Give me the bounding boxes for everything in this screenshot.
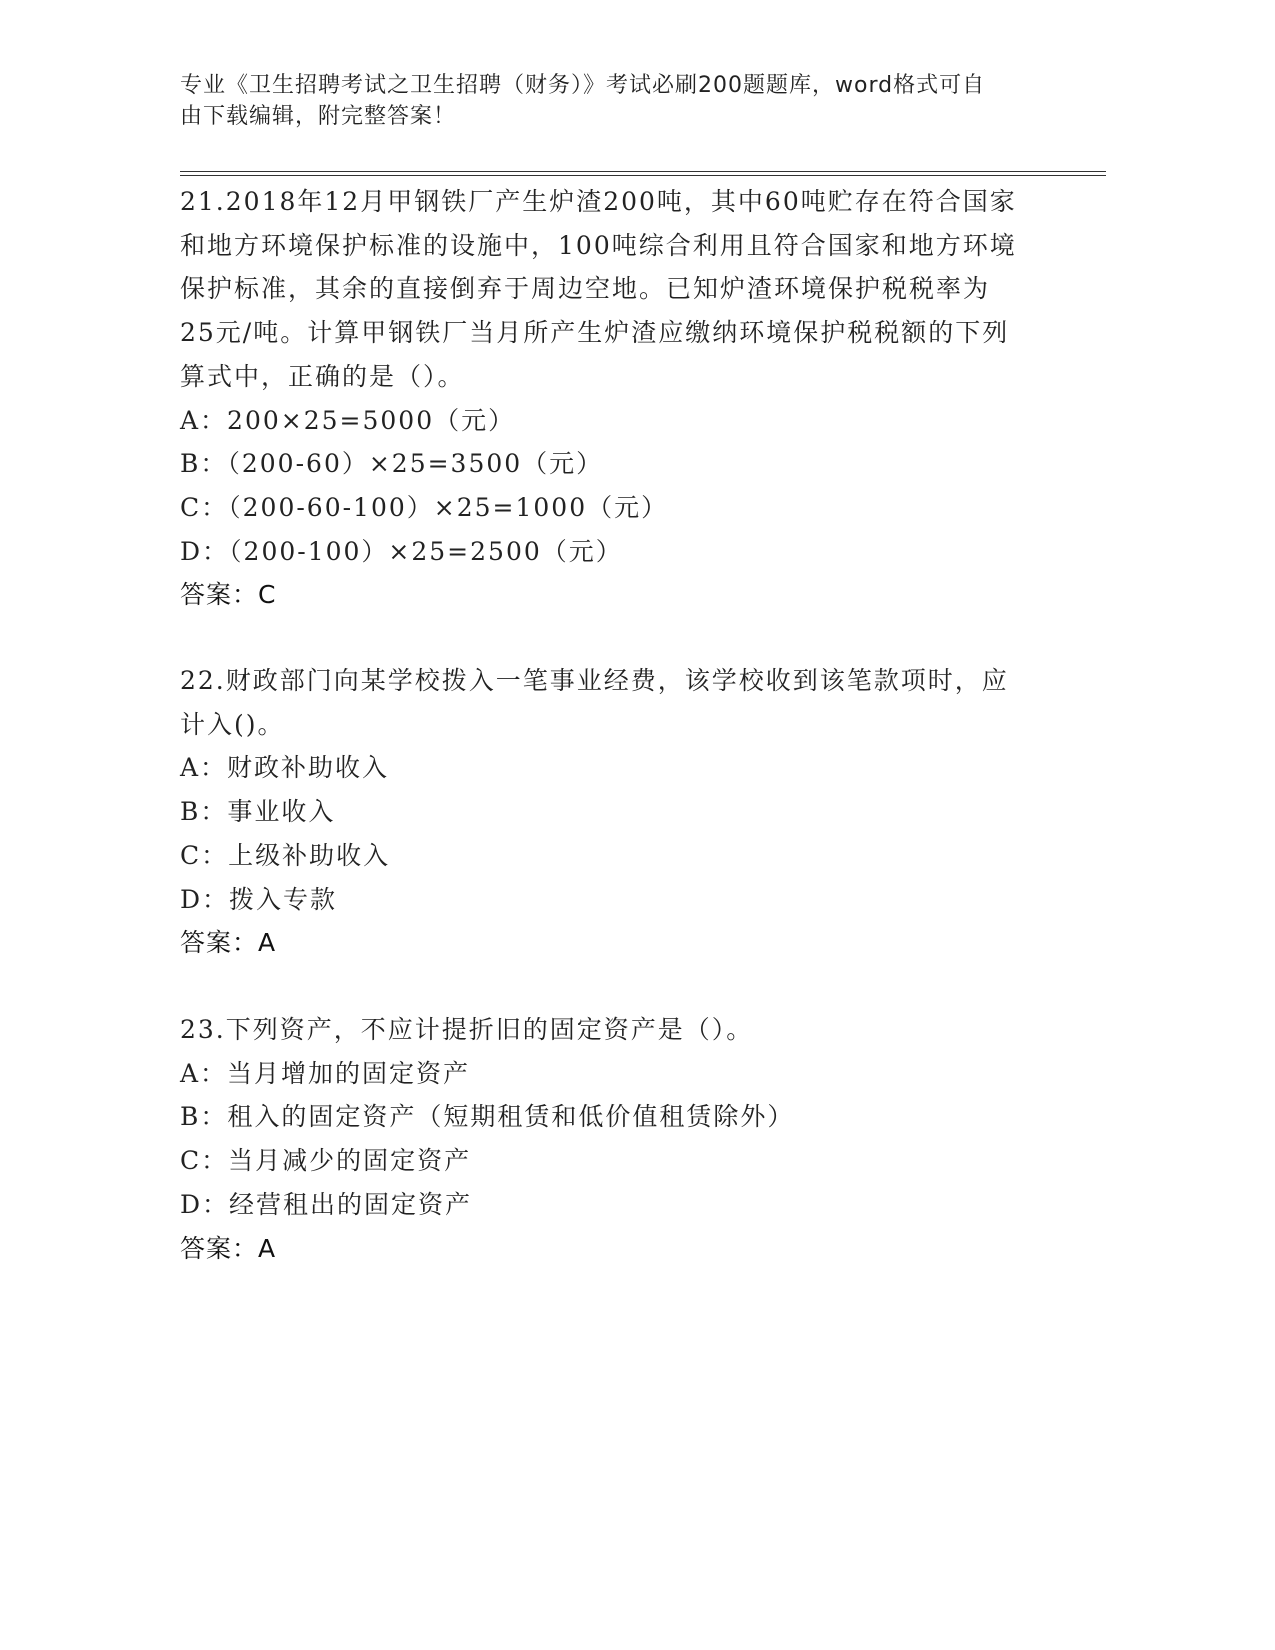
answer-option: D：（200-100）×25=2500（元） [180, 536, 623, 566]
answer-option: B：租入的固定资产（短期租赁和低价值租赁除外） [180, 1102, 795, 1132]
question-stem-line: 计入()。 [180, 709, 285, 739]
question-stem-line: 21.2018年12月甲钢铁厂产生炉渣200吨，其中60吨贮存在符合国家 [180, 187, 1017, 216]
answer-option: A：当月增加的固定资产 [180, 1058, 471, 1088]
document-header [180, 70, 1050, 132]
header-line: 专业《卫生招聘考试之卫生招聘（财务）》考试必刷200题题库，word格式可自 [180, 73, 986, 98]
answer-option: D：拨入专款 [180, 884, 338, 914]
answer-option: A：财政补助收入 [180, 753, 390, 783]
question-stem-line: 保护标准，其余的直接倒弃于周边空地。已知炉渣环境保护税税率为 [180, 274, 991, 304]
question-stem-line: 和地方环境保护标准的设施中，100吨综合利用且符合国家和地方环境 [180, 230, 1017, 260]
question-stem-line: 22.财政部门向某学校拨入一笔事业经费，该学校收到该笔款项时，应 [180, 666, 1009, 695]
question-stem-line: 23.下列资产，不应计提折旧的固定资产是（）。 [180, 1015, 754, 1044]
question-block [180, 180, 1050, 617]
question-block [180, 659, 1050, 965]
answer-option: C：（200-60-100）×25=1000（元） [180, 492, 669, 522]
question-block [180, 1008, 1050, 1270]
answer-option: C：当月减少的固定资产 [180, 1146, 472, 1176]
correct-answer: 答案：C [180, 580, 277, 610]
answer-option: B：事业收入 [180, 797, 336, 827]
answer-option: C：上级补助收入 [180, 840, 391, 870]
question-stem-line: 25元/吨。计算甲钢铁厂当月所产生炉渣应缴纳环境保护税税额的下列 [180, 318, 1010, 348]
correct-answer: 答案：A [180, 1233, 277, 1263]
header-line: 由下载编辑，附完整答案！ [180, 104, 457, 129]
header-divider [180, 171, 1106, 172]
answer-option: A：200×25=5000（元） [180, 405, 516, 435]
correct-answer: 答案：A [180, 928, 277, 958]
answer-option: D：经营租出的固定资产 [180, 1189, 473, 1219]
question-stem-line: 算式中，正确的是（）。 [180, 361, 465, 391]
header-divider [180, 175, 1106, 176]
answer-option: B：（200-60）×25=3500（元） [180, 449, 604, 479]
